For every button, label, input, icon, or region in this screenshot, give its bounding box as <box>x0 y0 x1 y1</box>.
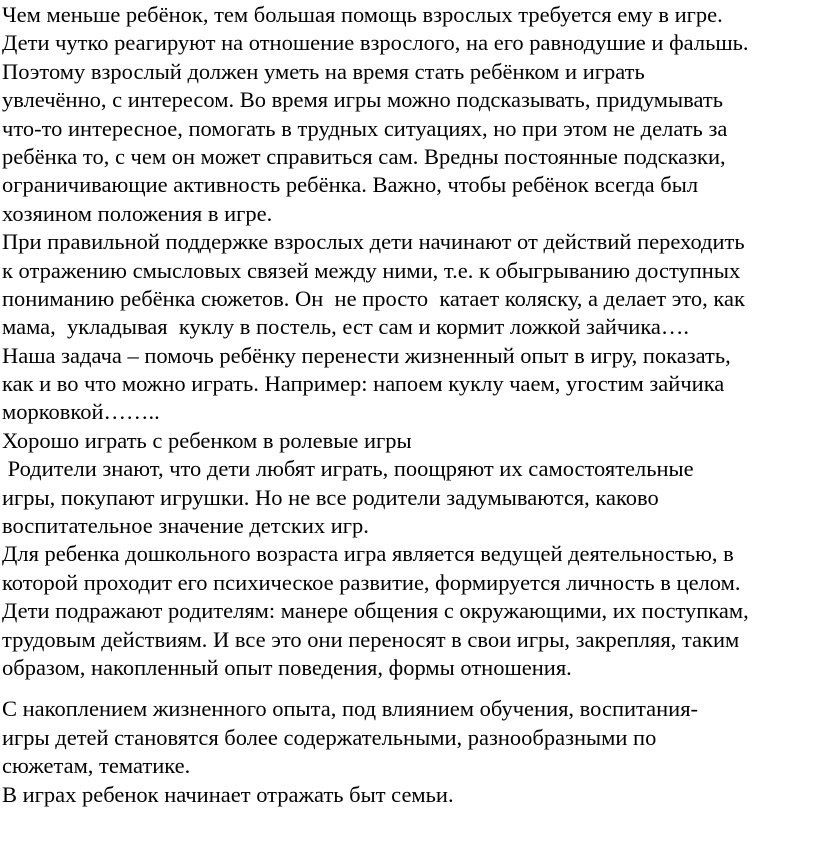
text-line: Наша задача – помочь ребёнку перенести жизненный опыт в игру, показать, <box>2 342 731 368</box>
text-line: которой проходит его психическое развитие, формируется личность в целом. <box>2 569 741 595</box>
text-line: воспитательное значение детских игр. <box>2 513 369 539</box>
text-line: ограничивающие активность ребёнка. Важно, чтобы ребёнок всегда был <box>2 172 699 198</box>
text-line: ребёнка то, с чем он может справиться сам. Вредны постоянные подсказки, <box>2 143 726 169</box>
text-line: Дети чутко реагируют на отношение взрослого, на его равнодушие и фальшь. <box>2 30 749 56</box>
text-line: С накоплением жизненного опыта, под влиянием обучения, воспитания- <box>2 696 699 722</box>
text-line: игры детей становятся более содержательными, разнообразными по <box>2 724 657 750</box>
section-heading: Хорошо играть с ребенком в ролевые игры <box>2 427 412 453</box>
text-line: Чем меньше ребёнок, тем большая помощь взрослых требуется ему в игре. <box>2 2 723 27</box>
text-line: Для ребенка дошкольного возраста игра является ведущей деятельностью, в <box>2 541 734 567</box>
text-line: Родители знают, что дети любят играть, поощряют их самостоятельные <box>2 456 694 482</box>
text-line: При правильной поддержке взрослых дети начинают от действий переходить <box>2 229 745 255</box>
text-line: пониманию ребёнка сюжетов. Он не просто катает коляску, а делает это, как <box>2 285 745 311</box>
text-line: образом, накопленный опыт поведения, формы отношения. <box>2 654 572 680</box>
text-line: Дети подражают родителям: манере общения с окружающими, их поступкам, <box>2 598 749 624</box>
text-line: мама, укладывая куклу в постель, ест сам и кормит ложкой зайчика…. <box>2 314 690 340</box>
text-line: что-то интересное, помогать в трудных ситуациях, но при этом не делать за <box>2 115 728 141</box>
text-line: к отражению смысловых связей между ними, т.е. к обыгрыванию доступных <box>2 257 741 283</box>
text-line: морковкой…….. <box>2 399 160 425</box>
paragraph-spacer <box>2 682 816 695</box>
text-line: хозяином положения в игре. <box>2 200 273 226</box>
text-line: увлечённо, с интересом. Во время игры можно подсказывать, придумывать <box>2 87 723 113</box>
text-line: трудовым действиям. И все это они переносят в свои игры, закрепляя, таким <box>2 626 740 652</box>
text-line: Поэтому взрослый должен уметь на время стать ребёнком и играть <box>2 58 645 84</box>
text-line: игры, покупают игрушки. Но не все родители задумываются, каково <box>2 484 659 510</box>
text-line: В играх ребенок начинает отражать быт семьи. <box>2 781 454 807</box>
text-line: как и во что можно играть. Например: напоем куклу чаем, угостим зайчика <box>2 371 725 397</box>
text-line: сюжетам, тематике. <box>2 753 191 779</box>
